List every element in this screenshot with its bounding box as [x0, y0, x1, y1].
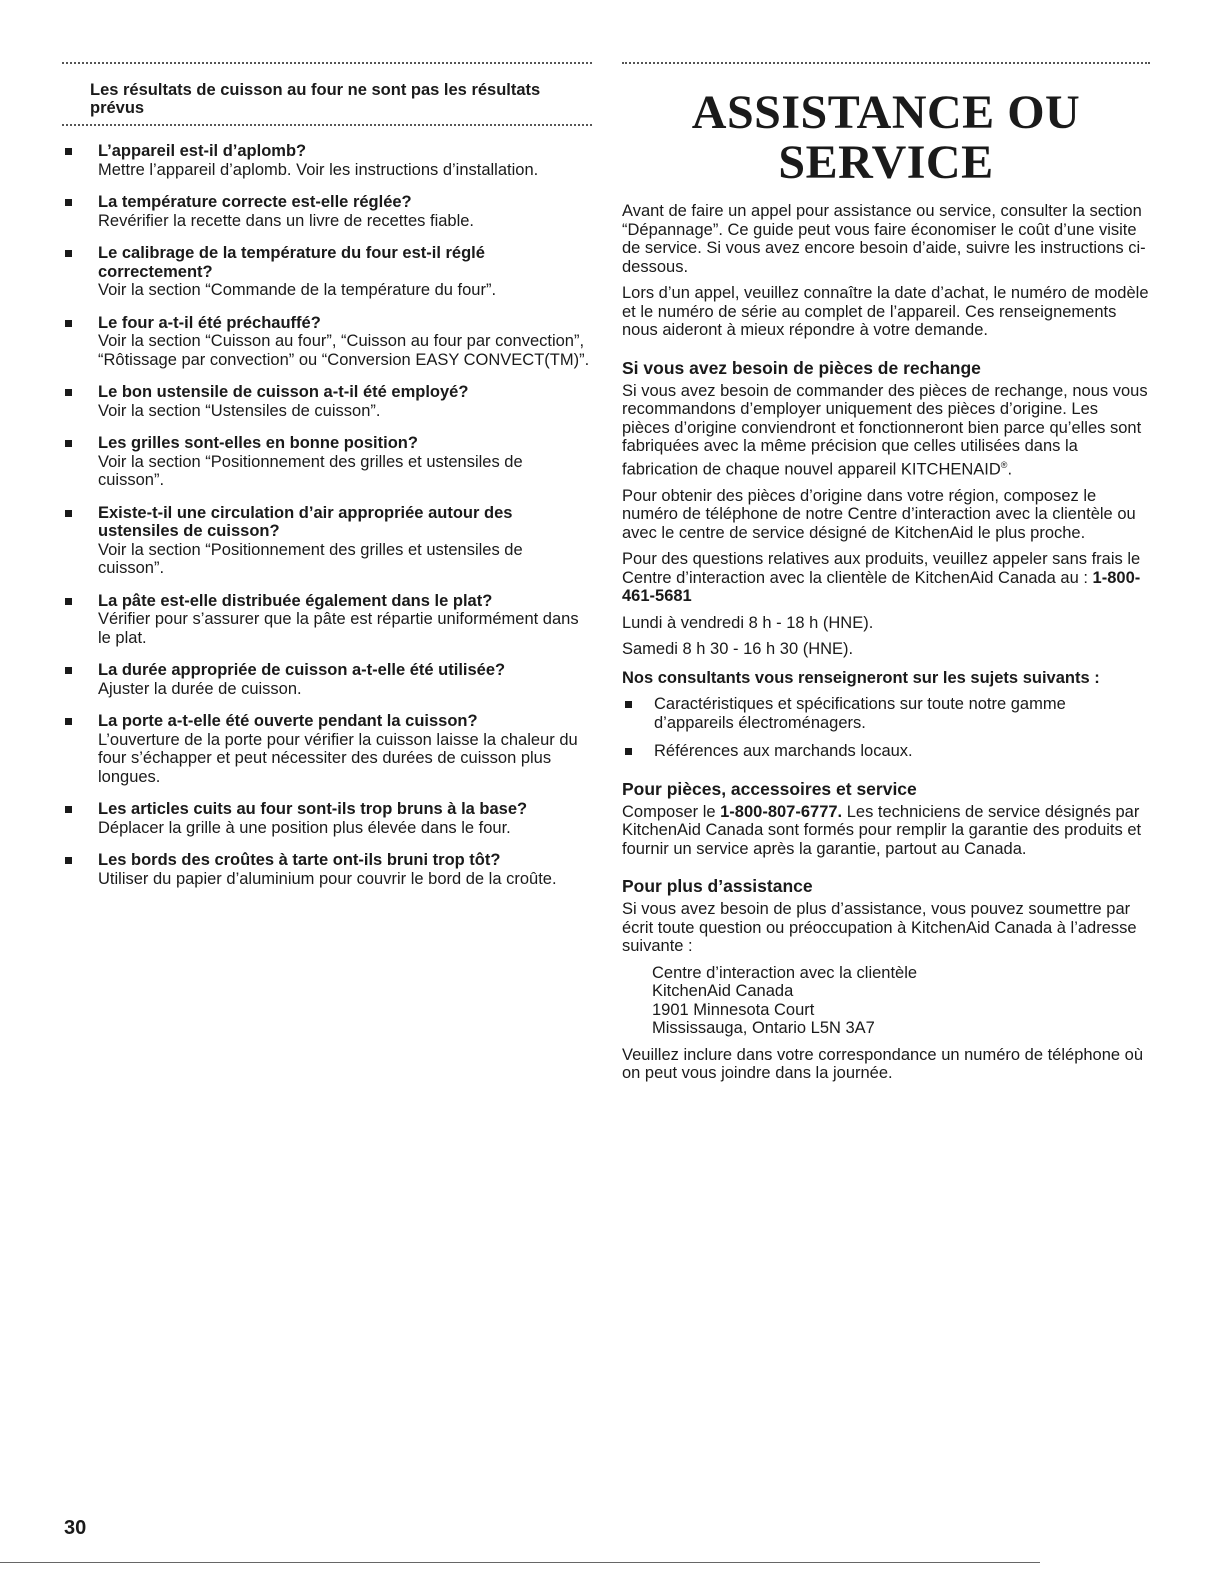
answer: Voir la section “Ustensiles de cuisson”.: [98, 401, 381, 420]
service-phone-number: 1-800-807-6777.: [720, 802, 843, 821]
answer: Déplacer la grille à une position plus élevée dans le four.: [98, 818, 511, 837]
parts-paragraph-1: [622, 382, 1150, 479]
title-line-1: ASSISTANCE OU: [691, 86, 1081, 139]
bullet-square-icon: [65, 598, 72, 605]
bullet-square-icon: [65, 440, 72, 447]
right-column: [622, 62, 1150, 1091]
consultants-list: [622, 695, 1150, 761]
question: Le bon ustensile de cuisson a-t-il été employé?: [98, 383, 469, 401]
bullet-square-icon: [625, 701, 632, 708]
intro-paragraph-2: Lors d’un appel, veuillez connaître la date d’achat, le numéro de modèle et le numéro de série au complet de l’appareil. Ces renseignements nous aideront à mieux répondre à votre demande.: [622, 284, 1149, 339]
bullet-square-icon: [65, 250, 72, 257]
question: Les bords des croûtes à tarte ont-ils bruni trop tôt?: [98, 851, 501, 869]
bullet-square-icon: [65, 510, 72, 517]
bullet-square-icon: [65, 148, 72, 155]
address-line: Centre d’interaction avec la clientèle: [652, 963, 918, 982]
answer: Voir la section “Positionnement des grilles et ustensiles de cuisson”.: [98, 452, 523, 489]
page-title: [622, 88, 1150, 188]
left-column: [62, 62, 592, 902]
list-item: [62, 193, 592, 230]
list-item: [62, 800, 592, 837]
question: Le calibrage de la température du four est-il réglé correctement?: [98, 244, 485, 281]
list-item: [62, 244, 592, 300]
parts-paragraph-2: Pour obtenir des pièces d’origine dans votre région, composez le numéro de téléphone de notre Centre d’interaction avec la clientèle ou avec le centre de service désigné de KitchenAid le plus proche.: [622, 486, 1136, 542]
service-paragraph: [622, 803, 1150, 859]
question: L’appareil est-il d’aplomb?: [98, 142, 307, 160]
answer: Mettre l’appareil d’aplomb. Voir les instructions d’installation.: [98, 160, 539, 179]
troubleshooting-list: [62, 142, 592, 888]
answer: L’ouverture de la porte pour vérifier la cuisson laisse la chaleur du four s’échapper et peut nécessiter des durées de cuisson plus longues.: [98, 730, 578, 786]
help-paragraph: Si vous avez besoin de plus d’assistance, vous pouvez soumettre par écrit toute question ou préoccupation à KitchenAid Canada à l’adresse suivante :: [622, 900, 1137, 955]
answer: Vérifier pour s’assurer que la pâte est répartie uniformément dans le plat.: [98, 610, 579, 647]
help-heading: Pour plus d’assistance: [622, 876, 813, 896]
hours-weekday: Lundi à vendredi 8 h - 18 h (HNE).: [622, 613, 874, 632]
section-heading: Les résultats de cuisson au four ne sont pas les résultats prévus: [90, 81, 541, 117]
mailing-address: [622, 964, 1150, 1038]
parts-phone-number: 1-800-461-5681: [622, 568, 1141, 605]
bullet-square-icon: [625, 748, 632, 755]
question: La pâte est-elle distribuée également dans le plat?: [98, 591, 493, 610]
bullet-square-icon: [65, 667, 72, 674]
list-item: [62, 592, 592, 648]
question: Les grilles sont-elles en bonne position?: [98, 434, 418, 452]
parts-heading: Si vous avez besoin de pièces de rechange: [622, 357, 981, 378]
list-item: [62, 504, 592, 578]
list-item: [62, 712, 592, 786]
hours-saturday: Samedi 8 h 30 - 16 h 30 (HNE).: [622, 640, 854, 658]
parts-paragraph-3: [622, 550, 1150, 606]
box-bottom-rule: [62, 124, 592, 126]
parts-paragraph-3-text: Pour des questions relatives aux produits, veuillez appeler sans frais le Centre d’interaction avec la clientèle de KitchenAid Canada au :: [622, 550, 1141, 587]
page-number: 30: [64, 1517, 87, 1539]
list-item: [622, 695, 1150, 732]
registered-mark: ®: [1000, 459, 1008, 470]
address-line: Mississauga, Ontario L5N 3A7: [652, 1019, 875, 1037]
service-text-post: Les techniciens de service désignés par KitchenAid Canada sont formés pour remplir la garantie des produits et fournir un service après la garantie, partout au Canada.: [622, 802, 1142, 858]
title-line-2: SERVICE: [778, 136, 994, 189]
list-item: [62, 661, 592, 698]
question: La porte a-t-elle été ouverte pendant la cuisson?: [98, 712, 478, 730]
bullet-square-icon: [65, 389, 72, 396]
answer: Voir la section “Commande de la température du four”.: [98, 281, 497, 299]
list-item: [622, 742, 1150, 761]
answer: Voir la section “Positionnement des grilles et ustensiles de cuisson”.: [98, 540, 523, 577]
list-item: [62, 434, 592, 490]
footer-rule: [0, 1562, 1040, 1563]
question: La température correcte est-elle réglée?: [98, 193, 412, 211]
list-item: [62, 851, 592, 888]
answer: Ajuster la durée de cuisson.: [98, 679, 302, 698]
question: Le four a-t-il été préchauffé?: [98, 313, 321, 332]
address-line: 1901 Minnesota Court: [652, 1000, 815, 1019]
list-item: [62, 314, 592, 370]
bullet-square-icon: [65, 320, 72, 327]
parts-paragraph-1-text: Si vous avez besoin de commander des pièces de rechange, nous vous recommandons d’employer uniquement des pièces d’origine. Les pièces d’origine conviendront et fonctionneront bien parce qu’elles sont fabriquées avec la même précision que celles utilisées dans la fabrication de chaque nouvel appareil KITCHENAID: [622, 381, 1148, 478]
consultants-heading: Nos consultants vous renseigneront sur les sujets suivants :: [622, 668, 1100, 687]
list-item-text: Caractéristiques et spécifications sur toute notre gamme d’appareils électroménagers.: [654, 695, 1066, 732]
question: Existe-t-il une circulation d’air appropriée autour des ustensiles de cuisson?: [98, 503, 513, 540]
address-line: KitchenAid Canada: [652, 982, 794, 1000]
question: Les articles cuits au four sont-ils trop bruns à la base?: [98, 800, 528, 818]
answer: Utiliser du papier d’aluminium pour couvrir le bord de la croûte.: [98, 869, 557, 888]
service-text-pre: Composer le: [622, 802, 721, 821]
intro-paragraph-1: Avant de faire un appel pour assistance ou service, consulter la section “Dépannage”. Ce guide peut vous faire économiser le coût d’une visite de service. Si vous avez encore besoin d’aide, suivre les instructions ci-dessous.: [622, 202, 1146, 276]
answer: Voir la section “Cuisson au four”, “Cuisson au four par convection”, “Rôtissage par convection” ou “Conversion EASY CONVECT(TM)”.: [98, 332, 590, 369]
service-heading: Pour pièces, accessoires et service: [622, 778, 917, 799]
answer: Revérifier la recette dans un livre de recettes fiable.: [98, 211, 475, 230]
list-item: [62, 383, 592, 420]
top-rule: [622, 62, 1150, 64]
list-item-text: Références aux marchands locaux.: [654, 742, 913, 760]
question: La durée appropriée de cuisson a-t-elle été utilisée?: [98, 661, 506, 679]
bullet-square-icon: [65, 857, 72, 864]
parts-paragraph-1-end: .: [1007, 460, 1013, 478]
closing-paragraph: Veuillez inclure dans votre correspondance un numéro de téléphone où on peut vous joindre dans la journée.: [622, 1045, 1144, 1082]
bullet-square-icon: [65, 718, 72, 725]
bullet-square-icon: [65, 199, 72, 206]
bullet-square-icon: [65, 806, 72, 813]
list-item: [62, 142, 592, 179]
